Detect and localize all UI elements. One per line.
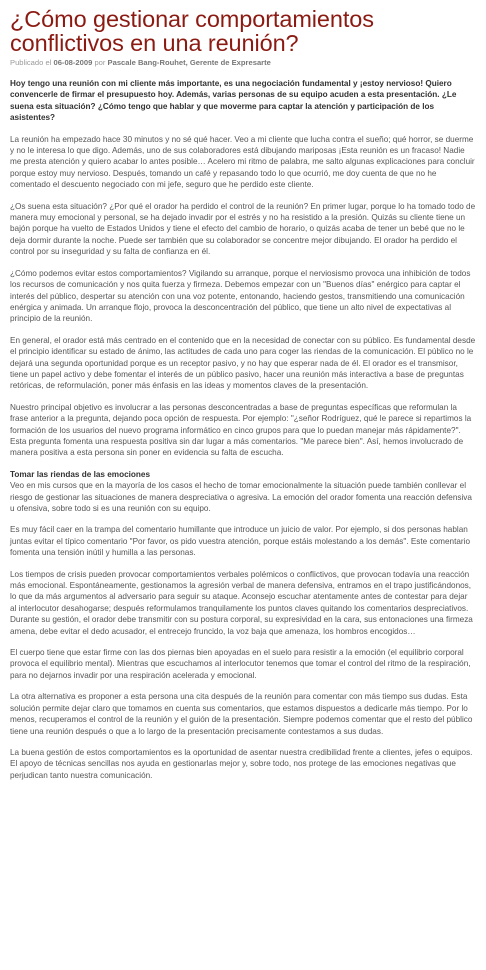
meta-author: Pascale Bang-Rouhet, Gerente de Expresarte xyxy=(107,58,271,67)
paragraph-9: El cuerpo tiene que estar firme con las dos piernas bien apoyadas en el suelo para resistir a la emoción (el equilibrio corporal provoca el equilibrio mental). Mientras que escuchamos al interlocutor tenemos que tomar el control del ritmo de la respiración, para no dejarnos invadir por una respiración acelerada y emocional. xyxy=(10,648,471,680)
paragraph-4: En general, el orador está más centrado en el contenido que en la necesidad de conectar con su público. Es fundamental desde el principio identificar su estado de ánimo, las actitudes de cada uno para coger las riendas de la comunicación. El público no le dejará una segunda oportunidad porque es un receptor pasivo, y no hay que esperar nada de él. El orador es el transmisor, tiene un papel activo y debe fomentar el interés de un público pasivo, hacer una reunión más interactiva a base de preguntas retóricas, de reformulación, poner más énfasis en las ideas y momentos claves de la presentación. xyxy=(10,335,476,391)
article-title: ¿Cómo gestionar comportamientos conflictivos en una reunión? xyxy=(10,6,374,56)
article-lead: Hoy tengo una reunión con mi cliente más importante, es una negociación fundamental y ¡estoy nervioso! Quiero convencerle de firmar el presupuesto hoy. Además, varias personas de su equipo acuden a esta presentación. ¿Le suena esta situación? ¿Cómo tengo que hablar y que moverme para captar la atención y participación de los asistentes? xyxy=(10,79,457,123)
paragraph-3: ¿Cómo podemos evitar estos comportamientos? Vigilando su arranque, porque el nerviosismo provoca una inhibición de todos los recursos de comunicación y nos quita fuerza y firmeza. Debemos empezar con un "Buenos días" enérgico para captar el interés del público, despertar su atención con una voz potente, entonando, haciendo gestos, transmitiendo una comunicación enérgica y animada. Un arranque flojo, provoca la desconcentración del público, que tiene un alto nivel de expectativas al principio de la reunión. xyxy=(10,268,471,324)
paragraph-2: ¿Os suena esta situación? ¿Por qué el orador ha perdido el control de la reunión? En primer lugar, porque lo ha tomado todo de manera muy emocional y personal, se ha dejado invadir por el estrés y no ha resistido a la presión. Quizás su cliente tiene un bajón porque ha vuelto de Estados Unidos y tiene el efecto del cambio de horario, o quizás acaba de tener un bebé que no le deja dormir durante la noche. Puede ser también que su colaborador se concentre mejor dibujando. El orador ha perdido el control por su inseguridad y su falta de confianza en él. xyxy=(10,201,476,257)
meta-published-prefix: Publicado el xyxy=(10,58,54,67)
meta-date: 06-08-2009 xyxy=(53,58,93,67)
paragraph-6: Veo en mis cursos que en la mayoría de los casos el hecho de tomar emocionalmente la situación puede también conllevar el riesgo de gestionar las situaciones de manera despreciativa o agresiva. La emoción del orador fomenta una reacción defensiva u ofensiva, sobre todo si es una reunión con su equipo. xyxy=(10,481,472,513)
meta-by: por xyxy=(92,58,108,67)
paragraph-5: Nuestro principal objetivo es involucrar a las personas desconcentradas a base de preguntas específicas que reformulan la frase anterior a la pregunta, dejando poca opción de respuesta. Por ejemplo: "¿señor Rodríguez, qué le parece si repartimos la formación de los usuarios del nuevo programa informático en cinco grupos para que lo puedan manejar más rápidamente?". Esta pregunta fomenta una respuesta positiva sin dar lugar a más comentarios. "Me parece bien". Así, hemos involucrado de manera positiva a esta persona sin poner en evidencia su falta de escucha. xyxy=(10,402,472,458)
paragraph-8: Los tiempos de crisis pueden provocar comportamientos verbales polémicos o conflictivos, que provocan todavía una reacción más emocional. Espontáneamente, gestionamos la agresión verbal de manera defensiva, entramos en el trapo justificándonos, lo que da más argumentos al adversario para seguir su ataque. Aconsejo escuchar atentamente antes de contestar para dejar al interlocutor desahogarse; después reformulamos tranquilamente los puntos claves quitando los comentarios despreciativos. Durante su gestión, el orador debe transmitir con su postura corporal, su expresividad en la cara, sus entonaciones una firmeza amena, debe evitar el dedo acusador, el entrecejo fruncido, la voz baja que amenaza, los hombros encogidos… xyxy=(10,569,473,636)
article-meta xyxy=(10,58,476,68)
paragraph-11: La buena gestión de estos comportamientos es la oportunidad de asentar nuestra credibilidad frente a clientes, jefes o equipos. El apoyo de técnicas sencillas nos ayuda en gestionarlas mejor y, sobre todo, nos protege de las emociones negativas que perjudican tanto nuestra comunicación. xyxy=(10,747,473,780)
paragraph-1: La reunión ha empezado hace 30 minutos y no sé qué hacer. Veo a mi cliente que lucha contra el sueño; qué horror, se duerme y no le interesa lo que digo. Además, uno de sus colaboradores está dibujando mariposas ¡Esta reunión es un fracaso! Nadie me presta atención y quiero acabar lo antes posible… Acelero mi ritmo de palabra, me salto algunas explicaciones para concluir porque estoy muy nervioso. Después, tomando un café y repasando todo lo que ocurrió, me doy cuenta de que no he comentado el descuento negociado con mi jefe, seguro que he perdido este cliente. xyxy=(10,134,475,190)
section-heading: Tomar las riendas de las emociones xyxy=(10,469,151,479)
paragraph-10: La otra alternativa es proponer a esta persona una cita después de la reunión para comentar con más tiempo sus dudas. Esta solución permite dejar claro que tomamos en cuenta sus comentarios, que estamos dispuestos a dedicarle más tiempo. Por lo menos, recuperamos el control de la reunión y el guión de la presentación. Siempre podemos comentar que el resto del público tiene una reunión después o que a lo largo de la presentación precisamente contestamos a sus dudas. xyxy=(10,692,473,736)
paragraph-7: Es muy fácil caer en la trampa del comentario humillante que introduce un juicio de valor. Por ejemplo, si dos personas hablan juntas evitar el típico comentario "Por favor, os pido vuestra atención, porque estáis molestando a los demás". Este comentario fomenta una tensión inútil y humilla a las personas. xyxy=(10,525,471,558)
